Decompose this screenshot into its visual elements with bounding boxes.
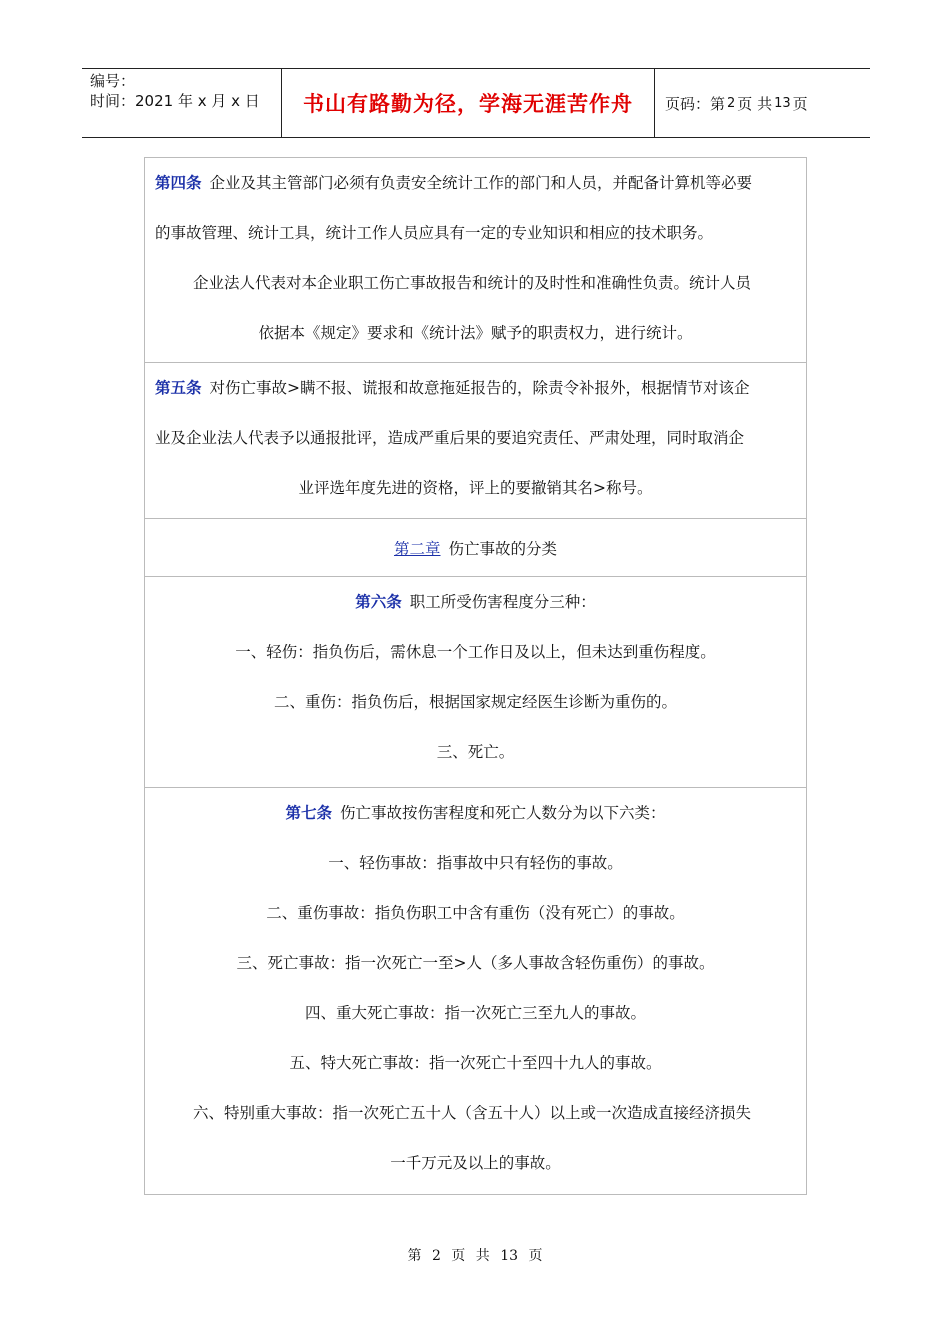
number-label: 编号： <box>90 72 136 90</box>
page-total: 13 <box>774 95 791 111</box>
chapter-2-cell <box>145 519 806 577</box>
article-4-title: 第四条 <box>155 174 202 192</box>
article-7-text: 伤亡事故按伤害程度和死亡人数分为以下六类： <box>340 804 666 822</box>
page-footer: 第 2 页 共 13 页 <box>407 1248 543 1264</box>
article-7-item-4: 四、重大死亡事故：指一次死亡三至九人的事故。 <box>304 1004 646 1022</box>
article-7-cell <box>145 788 806 1194</box>
article-4-line-2: 的事故管理、统计工具，统计工作人员应具有一定的专业知识和相应的技术职务。 <box>155 224 714 242</box>
article-6-cell <box>145 577 806 788</box>
article-7-item-6-line-2: 一千万元及以上的事故。 <box>390 1154 561 1172</box>
article-5-title: 第五条 <box>155 379 202 397</box>
chapter-2-text: 伤亡事故的分类 <box>448 539 558 558</box>
chapter-2-title: 第二章 <box>393 539 441 558</box>
article-6-item-2: 二、重伤：指负伤后，根据国家规定经医生诊断为重伤的。 <box>273 693 677 711</box>
article-7-item-5: 五、特大死亡事故：指一次死亡十至四十九人的事故。 <box>289 1054 662 1072</box>
article-7-line-1 <box>145 788 806 838</box>
article-5-line-2: 业及企业法人代表予以通报批评，造成严重后果的要追究责任、严肃处理，同时取消企 <box>155 429 745 447</box>
page-current: 2 <box>727 95 736 111</box>
article-6-item-1: 一、轻伤：指负伤后，需休息一个工作日及以上，但未达到重伤程度。 <box>235 643 716 661</box>
article-6-line-1 <box>145 577 806 627</box>
article-5-line-1 <box>145 363 806 413</box>
article-7-item-2: 二、重伤事故：指负伤职工中含有重伤（没有死亡）的事故。 <box>266 904 685 922</box>
article-5-text-1: 对伤亡事故>瞒不报、谎报和故意拖延报告的，除责令补报外，根据情节对该企 <box>209 379 750 397</box>
article-7-item-3: 三、死亡事故：指一次死亡一至>人（多人事故含轻伤重伤）的事故。 <box>236 954 715 972</box>
content-table <box>144 157 807 1195</box>
page-label: 页码：第 <box>665 94 726 113</box>
article-4-line-1 <box>145 158 806 208</box>
article-4-line-4: 依据本《规定》要求和《统计法》赋予的职责权力，进行统计。 <box>258 324 693 342</box>
header-meta <box>82 69 282 137</box>
article-5-cell <box>145 363 806 519</box>
article-4-line-3: 企业法人代表对本企业职工伤亡事故报告和统计的及时性和准确性负责。统计人员 <box>193 274 752 292</box>
header-motto: 书山有路勤为径，学海无涯苦作舟 <box>282 69 655 137</box>
article-4-cell <box>145 158 806 363</box>
page-mid: 页 共 <box>737 94 773 113</box>
article-4-text-1: 企业及其主管部门必须有负责安全统计工作的部门和人员，并配备计算机等必要 <box>209 174 753 192</box>
page-suffix: 页 <box>792 94 808 113</box>
article-6-text: 职工所受伤害程度分三种： <box>409 593 596 611</box>
time-label: 时间：2021 年 x 月 x 日 <box>90 92 260 110</box>
header-page-info <box>655 69 870 137</box>
document-header <box>82 68 870 138</box>
article-7-title: 第七条 <box>285 804 332 822</box>
article-6-item-3: 三、死亡。 <box>436 743 515 761</box>
article-5-line-3: 业评选年度先进的资格，评上的要撤销其名>称号。 <box>298 479 653 497</box>
article-6-title: 第六条 <box>355 593 402 611</box>
article-7-item-1: 一、轻伤事故：指事故中只有轻伤的事故。 <box>328 854 623 872</box>
article-7-item-6-line-1: 六、特别重大事故：指一次死亡五十人（含五十人）以上或一次造成直接经济损失 <box>193 1104 752 1122</box>
